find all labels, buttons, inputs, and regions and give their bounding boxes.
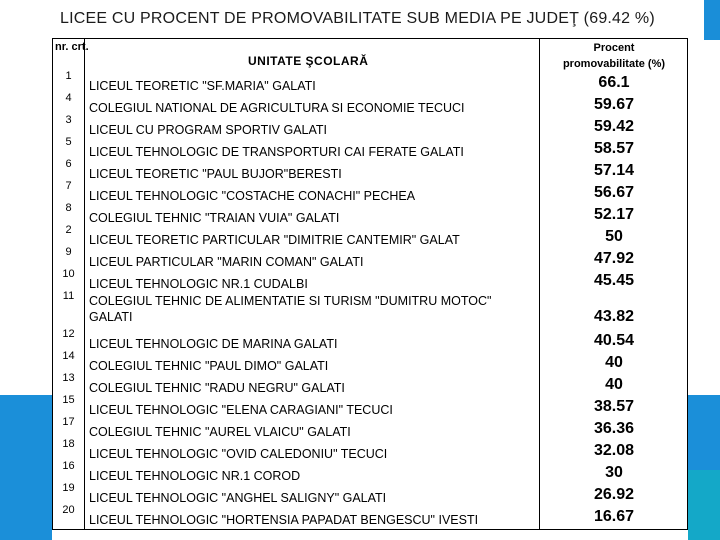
promotion-percent: 52.17 [593,206,635,223]
promotion-percent: 56.67 [593,184,635,201]
promotion-percent: 38.57 [593,398,635,415]
table-row [53,292,687,330]
table-row [53,484,687,506]
row-number: 7 [65,180,72,192]
table-row [53,160,687,182]
row-number: 19 [62,482,75,494]
table-row [53,462,687,484]
slide-left-accent [0,395,52,540]
table-row [53,204,687,226]
school-name: LICEUL TEHNOLOGIC "HORTENSIA PAPADAT BENGESCU" IVESTI [89,513,479,527]
row-number: 16 [62,460,75,472]
promotion-percent: 40 [605,376,623,393]
promotion-percent: 36.36 [593,420,635,437]
row-number: 12 [62,328,75,340]
promotion-percent: 16.67 [593,508,635,525]
table-row [53,116,687,138]
school-name: LICEUL TEORETIC "SF.MARIA" GALATI [89,79,316,93]
school-name: COLEGIUL NATIONAL DE AGRICULTURA SI ECONOMIE TECUCI [89,101,465,115]
header-unit: UNITATE ŞCOLARĂ [248,54,369,68]
promotion-percent: 59.42 [593,118,635,135]
promotion-percent: 59.67 [593,96,635,113]
table-row [53,94,687,116]
table-row [53,248,687,270]
row-number: 17 [62,416,75,428]
promotion-percent: 57.14 [593,162,635,179]
row-number: 15 [62,394,75,406]
promotion-percent: 50 [605,228,623,245]
school-name: COLEGIUL TEHNIC "AUREL VLAICU" GALATI [89,425,351,439]
promotion-percent: 40.54 [593,332,635,349]
promotion-percent: 47.92 [593,250,635,267]
school-name: COLEGIUL TEHNIC DE ALIMENTATIE SI TURISM "DUMITRU MOTOC" GALATI [89,294,492,324]
table-row [53,418,687,440]
promotion-percent: 30 [605,464,623,481]
school-name: LICEUL TEHNOLOGIC NR.1 COROD [89,469,301,483]
school-name: LICEUL TEHNOLOGIC "OVID CALEDONIU" TECUCI [89,447,388,461]
school-name: LICEUL TEHNOLOGIC "ANGHEL SALIGNY" GALATI [89,491,387,505]
header-percent-line2: promovabilitate (%) [562,58,666,70]
school-name: COLEGIUL TEHNIC "RADU NEGRU" GALATI [89,381,345,395]
row-number: 11 [62,290,75,302]
row-number: 5 [65,136,72,148]
row-number: 10 [62,268,75,280]
header-percent [541,40,687,72]
table-row [53,72,687,94]
schools-table [52,38,688,530]
slide-title: LICEE CU PROCENT DE PROMOVABILITATE SUB MEDIA PE JUDEŢ (69.42 %) [60,10,655,27]
table-row [53,440,687,462]
school-name: LICEUL TEHNOLOGIC "ELENA CARAGIANI" TECUCI [89,403,393,417]
slide-bottom-accent [688,470,720,540]
table-row [53,506,687,528]
header-percent-line1: Procent [593,42,635,54]
table-row [53,138,687,160]
row-number: 18 [62,438,75,450]
school-name: LICEUL TEHNOLOGIC "COSTACHE CONACHI" PECHEA [89,189,416,203]
row-number: 8 [65,202,72,214]
table-row [53,270,687,292]
promotion-percent: 45.45 [593,272,635,289]
promotion-percent: 40 [605,354,623,371]
header-nr: nr. crt. [55,41,89,53]
school-name: LICEUL PARTICULAR "MARIN COMAN" GALATI [89,255,364,269]
row-number: 2 [65,224,72,236]
school-name: COLEGIUL TEHNIC "PAUL DIMO" GALATI [89,359,329,373]
table-row [53,226,687,248]
table-row [53,330,687,352]
table-row [53,352,687,374]
school-name: LICEUL TEHNOLOGIC DE MARINA GALATI [89,337,338,351]
row-number: 13 [62,372,75,384]
school-name: LICEUL TEORETIC PARTICULAR "DIMITRIE CANTEMIR" GALAT [89,233,460,247]
row-number: 1 [65,70,72,82]
school-name: LICEUL TEHNOLOGIC NR.1 CUDALBI [89,277,308,291]
row-number: 20 [62,504,75,516]
table-row [53,182,687,204]
row-number: 9 [65,246,72,258]
promotion-percent: 32.08 [593,442,635,459]
row-number: 4 [65,92,72,104]
promotion-percent: 26.92 [593,486,635,503]
school-name: LICEUL TEHNOLOGIC DE TRANSPORTURI CAI FERATE GALATI [89,145,464,159]
promotion-percent: 58.57 [593,140,635,157]
school-name: LICEUL CU PROGRAM SPORTIV GALATI [89,123,328,137]
row-number: 14 [62,350,75,362]
row-number: 3 [65,114,72,126]
table-row [53,396,687,418]
school-name: COLEGIUL TEHNIC "TRAIAN VUIA" GALATI [89,211,340,225]
row-number: 6 [65,158,72,170]
promotion-percent: 43.82 [593,308,635,325]
school-name: LICEUL TEORETIC "PAUL BUJOR"BERESTI [89,167,342,181]
table-row [53,374,687,396]
promotion-percent: 66.1 [598,74,630,91]
